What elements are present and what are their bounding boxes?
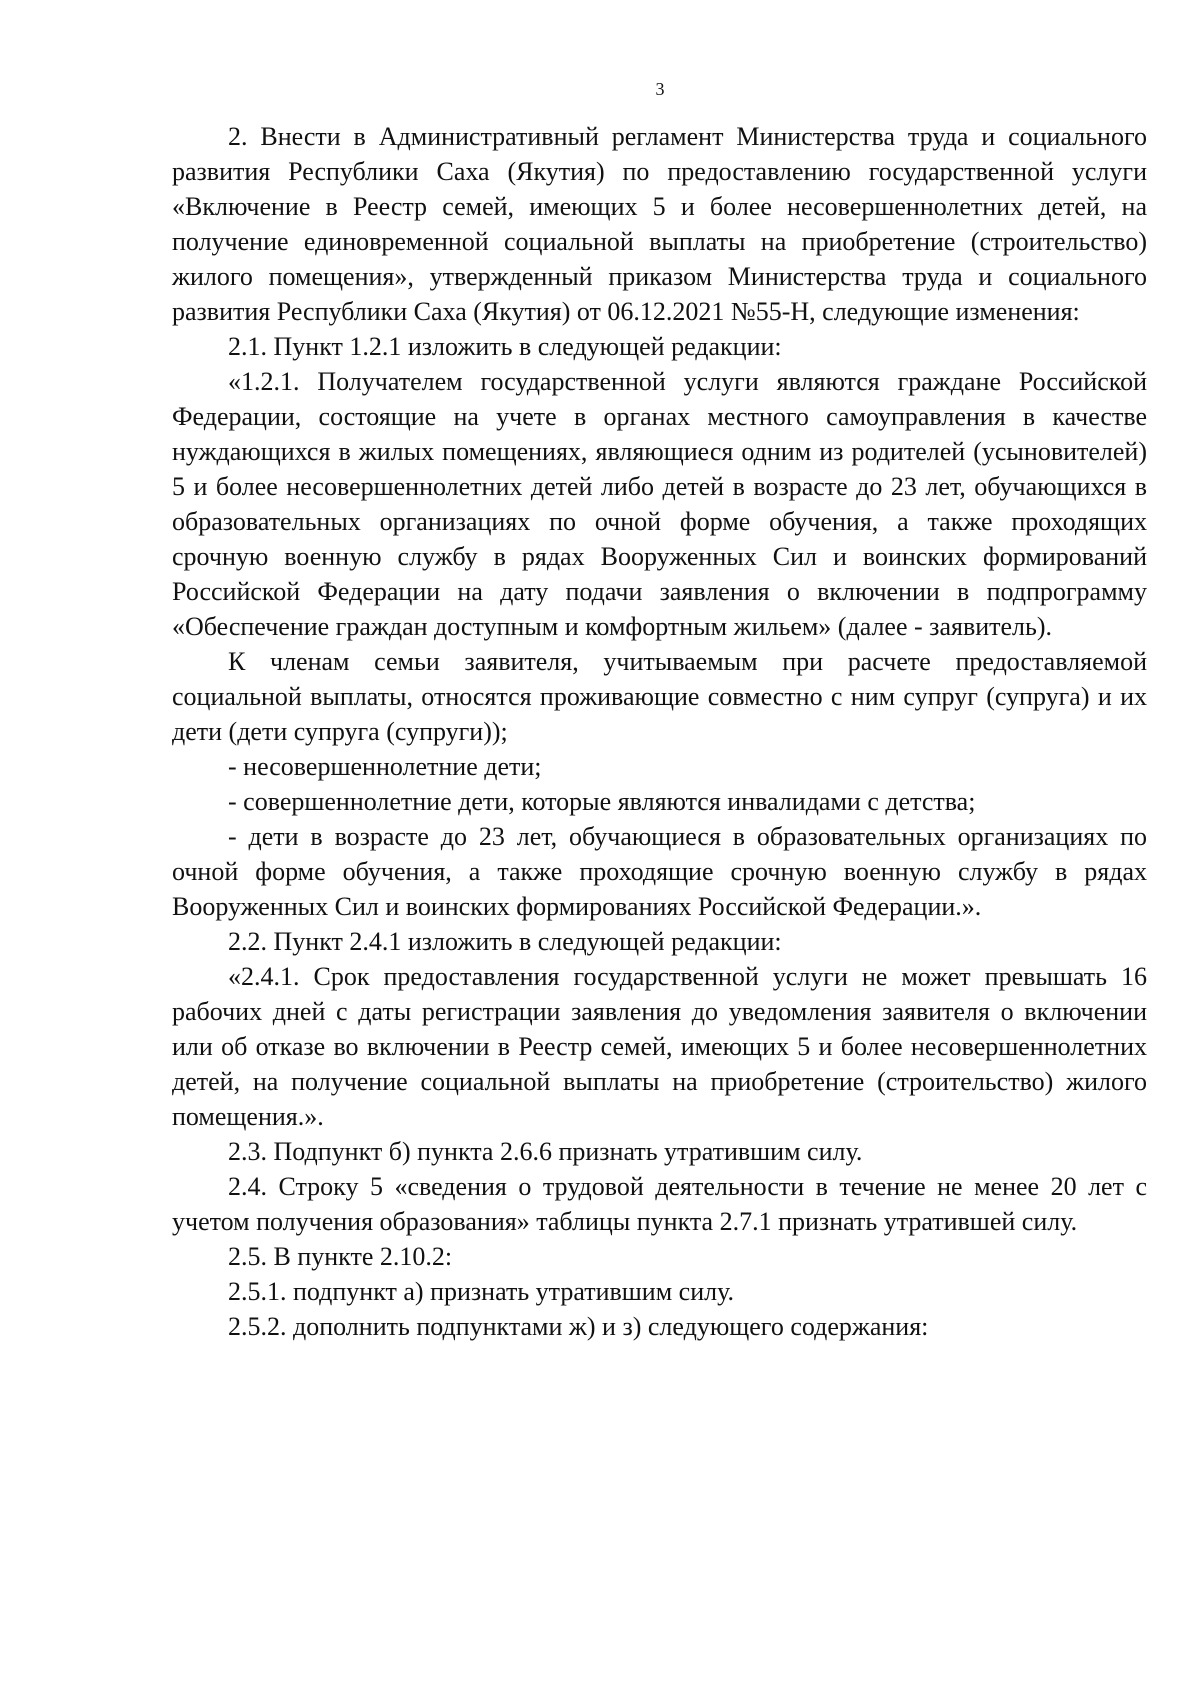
list-item-children-under-23: - дети в возрасте до 23 лет, обучающиеся в образовательных организациях по очной форме обучения, а также проходящие срочную военную службу в рядах Вооруженных Сил и воинских формированиях Российской Федерации.». [172,822,1147,921]
paragraph-2-1: 2.1. Пункт 1.2.1 изложить в следующей редакции: [228,332,782,361]
paragraph-2-intro: 2. Внести в Административный регламент Министерства труда и социального развития Республики Саха (Якутия) по предоставлению государственной услуги «Включение в Реестр семей, имеющих 5 и более несовершеннолетних детей, на получение единовременной социальной выплаты на приобретение (строительство) жилого помещения», утвержденный приказом Министерства труда и социального развития Республики Саха (Якутия) от 06.12.2021 №55-Н, следующие изменения: [172,122,1147,326]
paragraph-2-3: 2.3. Подпункт б) пункта 2.6.6 признать утратившим силу. [228,1137,863,1166]
paragraph-2-5: 2.5. В пункте 2.10.2: [228,1242,453,1271]
page-number: 3 [655,79,665,99]
paragraph-2-5-1: 2.5.1. подпункт а) признать утратившим силу. [228,1277,734,1306]
paragraph-2-4: 2.4. Строку 5 «сведения о трудовой деятельности в течение не менее 20 лет с учетом получения образования» таблицы пункта 2.7.1 признать утратившей силу. [172,1172,1147,1236]
paragraph-2-4-1: «2.4.1. Срок предоставления государственной услуги не может превышать 16 рабочих дней с даты регистрации заявления до уведомления заявителя о включении или об отказе во включении в Реестр семей, имеющих 5 и более несовершеннолетних детей, на получение социальной выплаты на приобретение (строительство) жилого помещения.». [172,962,1147,1131]
list-item-minor-children: - несовершеннолетние дети; [228,752,542,781]
paragraph-2-2: 2.2. Пункт 2.4.1 изложить в следующей редакции: [228,927,782,956]
paragraph-2-5-2: 2.5.2. дополнить подпунктами ж) и з) следующего содержания: [228,1312,929,1341]
list-item-adult-disabled-children: - совершеннолетние дети, которые являются инвалидами с детства; [228,787,976,816]
paragraph-1-2-1: «1.2.1. Получателем государственной услуги являются граждане Российской Федерации, состоящие на учете в органах местного самоуправления в качестве нуждающихся в жилых помещениях, являющиеся одним из родителей (усыновителей) 5 и более несовершеннолетних детей либо детей в возрасте до 23 лет, обучающихся в образовательных организациях по очной форме обучения, а также проходящих срочную военную службу в рядах Вооруженных Сил и воинских формирований Российской Федерации на дату подачи заявления о включении в подпрограмму «Обеспечение граждан доступным и комфортным жильем» (далее - заявитель). [172,367,1147,641]
document-body [172,119,1147,1344]
paragraph-family-members: К членам семьи заявителя, учитываемым при расчете предоставляемой социальной выплаты, относятся проживающие совместно с ним супруг (супруга) и их дети (дети супруга (супруги)); [172,647,1147,746]
